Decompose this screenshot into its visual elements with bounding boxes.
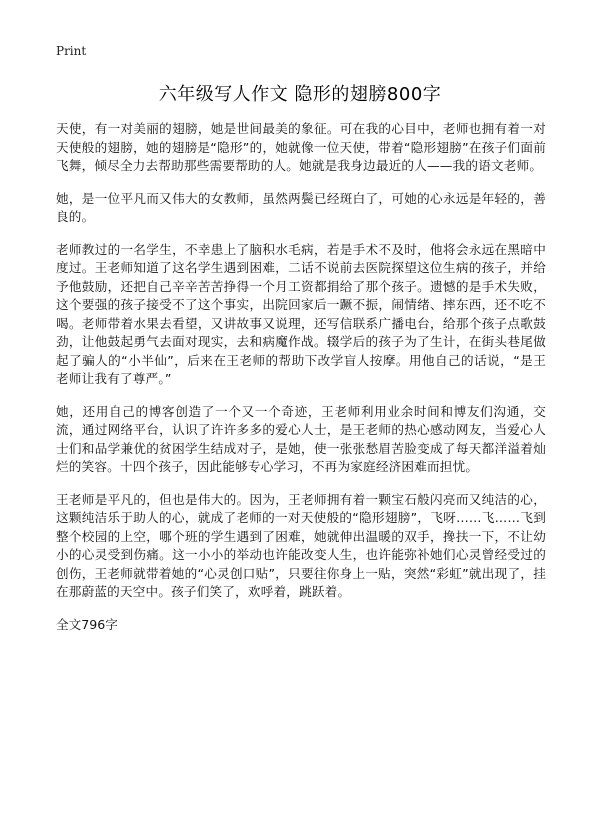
paragraph: 她，是一位平凡而又伟大的女教师，虽然两鬓已经斑白了，可她的心永远是年轻的，善良的。 [56, 190, 546, 224]
paragraph: 她，还用自己的博客创造了一个又一个奇迹，王老师利用业余时间和博友们沟通，交流，通过网络平台，认识了许许多多的爱心人士，是王老师的热心感动网友，当爱心人士们和品学兼优的贫困学生结成对子，是她，使一张张愁眉苦脸变成了每天都洋溢着灿烂的笑容。十四个孩子，因此能够专心学习，不再为家庭经济困难而担忧。 [56, 403, 546, 474]
article-body [56, 120, 546, 634]
paragraph: 老师教过的一名学生，不幸患上了脑积水毛病，若是手术不及时，他将会永远在黑暗中度过。王老师知道了这名学生遇到困难，二话不说前去医院探望这位生病的孩子，并给予他鼓励，还把自己辛辛苦苦挣得一个月工资都捐给了那个孩子。遗憾的是手术失败，这个要强的孩子接受不了这个事实，出院回家后一蹶不振，闹情绪、摔东西，还不吃不喝。老师带着水果去看望，又讲故事又说理，还写信联系广播电台，给那个孩子点歌鼓劲，让他鼓起勇气去面对现实，去和病魔作战。辍学后的孩子为了生计，在街头巷尾做起了骗人的“小半仙”，后来在王老师的帮助下改学盲人按摩。用他自己的话说，“是王老师让我有了尊严。” [56, 241, 546, 386]
word-count: 全文796字 [56, 616, 118, 632]
paragraph: 王老师是平凡的，但也是伟大的。因为，王老师拥有着一颗宝石般闪亮而又纯洁的心，这颗纯洁乐于助人的心，就成了老师的一对天使般的“隐形翅膀”，飞呀……飞……飞到整个校园的上空，哪个班的学生遇到了困难，她就伸出温暖的双手，搀扶一下，不让幼小的心灵受到伤痛。这一小小的举动也许能改变人生，也许能弥补她们心灵曾经受过的创伤，王老师就带着她的“心灵创口贴”，只要往你身上一贴，突然“彩虹”就出现了，挂在那蔚蓝的天空中。孩子们笑了，欢呼着，跳跃着。 [56, 491, 546, 599]
print-link[interactable]: Print [56, 44, 87, 58]
paragraph: 天使，有一对美丽的翅膀，她是世间最美的象征。可在我的心目中，老师也拥有着一对天使般的翅膀，她的翅膀是“隐形”的，她就像一位天使，带着“隐形翅膀”在孩子们面前飞舞，倾尽全力去帮助那些需要帮助的人。她就是我身边最近的人——我的语文老师。 [56, 121, 546, 173]
article-title: 六年级写人作文 隐形的翅膀800字 [158, 84, 442, 105]
